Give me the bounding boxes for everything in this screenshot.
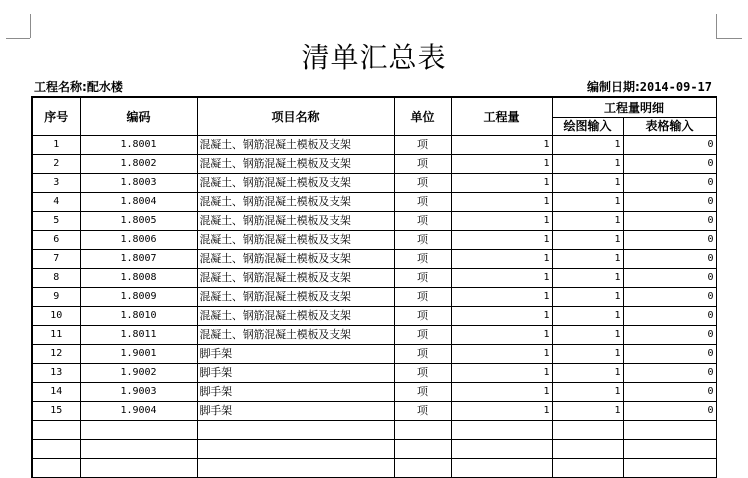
blank-cell [32,459,80,478]
cell-item-name: 混凝土、钢筋混凝土模板及支架 [197,231,394,250]
cell-item-name: 脚手架 [197,345,394,364]
table-row [32,326,716,345]
cell-item-name: 混凝土、钢筋混凝土模板及支架 [197,307,394,326]
cell-item-name: 混凝土、钢筋混凝土模板及支架 [197,193,394,212]
blank-cell [451,459,552,478]
summary-table [31,96,717,478]
blank-cell [32,421,80,440]
cell-seq: 6 [32,231,80,250]
blank-cell [80,459,197,478]
cell-quantity: 1 [451,136,552,155]
blank-row [32,440,716,459]
cell-unit: 项 [394,402,451,421]
cell-code: 1.8010 [80,307,197,326]
blank-cell [394,421,451,440]
cell-item-name: 混凝土、钢筋混凝土模板及支架 [197,136,394,155]
table-row [32,193,716,212]
blank-cell [552,440,623,459]
cell-table-input: 0 [623,307,716,326]
table-row [32,364,716,383]
cell-drawing-input: 1 [552,269,623,288]
project-label: 工程名称: [34,80,87,94]
cell-code: 1.8009 [80,288,197,307]
cell-item-name: 脚手架 [197,364,394,383]
cell-quantity: 1 [451,250,552,269]
cell-quantity: 1 [451,326,552,345]
header-detail-group: 工程量明细 [552,97,716,118]
blank-cell [394,440,451,459]
header-code: 编码 [80,97,197,136]
cell-quantity: 1 [451,231,552,250]
blank-row [32,459,716,478]
cell-item-name: 混凝土、钢筋混凝土模板及支架 [197,250,394,269]
cell-unit: 项 [394,155,451,174]
cell-table-input: 0 [623,155,716,174]
blank-cell [552,459,623,478]
cell-code: 1.8005 [80,212,197,231]
blank-cell [32,440,80,459]
cell-unit: 项 [394,250,451,269]
cell-unit: 项 [394,231,451,250]
table-row [32,136,716,155]
cell-seq: 15 [32,402,80,421]
blank-cell [80,440,197,459]
date-label: 编制日期: [586,80,640,94]
blank-cell [623,459,716,478]
cell-table-input: 0 [623,193,716,212]
crop-mark-top-right-horizontal [716,38,742,39]
cell-drawing-input: 1 [552,364,623,383]
cell-quantity: 1 [451,193,552,212]
cell-unit: 项 [394,383,451,402]
table-row [32,174,716,193]
header-seq: 序号 [32,97,80,136]
cell-seq: 9 [32,288,80,307]
cell-unit: 项 [394,136,451,155]
cell-drawing-input: 1 [552,326,623,345]
cell-item-name: 脚手架 [197,383,394,402]
cell-seq: 4 [32,193,80,212]
cell-drawing-input: 1 [552,345,623,364]
header-table-input: 表格输入 [623,118,716,136]
cell-unit: 项 [394,345,451,364]
cell-item-name: 混凝土、钢筋混凝土模板及支架 [197,174,394,193]
cell-unit: 项 [394,212,451,231]
date-value: 2014-09-17 [639,80,712,94]
cell-code: 1.8003 [80,174,197,193]
cell-code: 1.9001 [80,345,197,364]
cell-seq: 12 [32,345,80,364]
document-title: 清单汇总表 [301,41,447,74]
table-row [32,345,716,364]
blank-cell [197,421,394,440]
cell-drawing-input: 1 [552,307,623,326]
cell-drawing-input: 1 [552,212,623,231]
cell-quantity: 1 [451,269,552,288]
cell-code: 1.8007 [80,250,197,269]
table-row [32,288,716,307]
table-body [32,136,716,478]
cell-item-name: 混凝土、钢筋混凝土模板及支架 [197,269,394,288]
cell-table-input: 0 [623,136,716,155]
cell-table-input: 0 [623,326,716,345]
table-row [32,155,716,174]
cell-seq: 14 [32,383,80,402]
header-item-name: 项目名称 [197,97,394,136]
cell-seq: 3 [32,174,80,193]
cell-table-input: 0 [623,288,716,307]
cell-item-name: 混凝土、钢筋混凝土模板及支架 [197,326,394,345]
cell-drawing-input: 1 [552,231,623,250]
cell-drawing-input: 1 [552,383,623,402]
blank-cell [623,440,716,459]
cell-quantity: 1 [451,383,552,402]
header-quantity: 工程量 [451,97,552,136]
blank-cell [197,440,394,459]
cell-quantity: 1 [451,364,552,383]
cell-unit: 项 [394,326,451,345]
cell-table-input: 0 [623,250,716,269]
cell-drawing-input: 1 [552,155,623,174]
cell-item-name: 混凝土、钢筋混凝土模板及支架 [197,212,394,231]
header-unit: 单位 [394,97,451,136]
cell-drawing-input: 1 [552,174,623,193]
cell-quantity: 1 [451,402,552,421]
cell-table-input: 0 [623,345,716,364]
cell-seq: 2 [32,155,80,174]
table-row [32,231,716,250]
cell-code: 1.9003 [80,383,197,402]
cell-seq: 7 [32,250,80,269]
cell-table-input: 0 [623,383,716,402]
cell-table-input: 0 [623,269,716,288]
cell-unit: 项 [394,193,451,212]
cell-unit: 项 [394,174,451,193]
project-info [34,79,123,95]
header-drawing-input: 绘图输入 [552,118,623,136]
blank-cell [451,421,552,440]
cell-quantity: 1 [451,212,552,231]
cell-seq: 11 [32,326,80,345]
cell-unit: 项 [394,269,451,288]
cell-code: 1.9004 [80,402,197,421]
table-row [32,212,716,231]
cell-quantity: 1 [451,345,552,364]
cell-unit: 项 [394,364,451,383]
table-row [32,250,716,269]
blank-cell [623,421,716,440]
crop-mark-top-left-horizontal [6,38,30,39]
cell-seq: 10 [32,307,80,326]
cell-table-input: 0 [623,402,716,421]
crop-mark-top-left-vertical [30,14,31,38]
cell-quantity: 1 [451,174,552,193]
cell-seq: 1 [32,136,80,155]
blank-cell [394,459,451,478]
blank-cell [552,421,623,440]
cell-drawing-input: 1 [552,402,623,421]
cell-code: 1.8004 [80,193,197,212]
cell-table-input: 0 [623,231,716,250]
cell-code: 1.8008 [80,269,197,288]
cell-table-input: 0 [623,174,716,193]
cell-item-name: 脚手架 [197,402,394,421]
table-row [32,307,716,326]
cell-code: 1.8011 [80,326,197,345]
cell-code: 1.8006 [80,231,197,250]
crop-mark-top-right-vertical [716,14,717,38]
cell-drawing-input: 1 [552,136,623,155]
cell-unit: 项 [394,307,451,326]
cell-seq: 8 [32,269,80,288]
cell-code: 1.8001 [80,136,197,155]
table-row [32,383,716,402]
cell-drawing-input: 1 [552,288,623,307]
blank-cell [451,440,552,459]
cell-table-input: 0 [623,212,716,231]
table-row [32,402,716,421]
cell-seq: 13 [32,364,80,383]
project-name: 配水楼 [86,80,123,94]
table-row [32,269,716,288]
cell-code: 1.8002 [80,155,197,174]
blank-row [32,421,716,440]
cell-quantity: 1 [451,155,552,174]
cell-unit: 项 [394,288,451,307]
cell-item-name: 混凝土、钢筋混凝土模板及支架 [197,155,394,174]
date-info [587,79,712,95]
cell-drawing-input: 1 [552,193,623,212]
cell-quantity: 1 [451,307,552,326]
blank-cell [197,459,394,478]
cell-drawing-input: 1 [552,250,623,269]
cell-seq: 5 [32,212,80,231]
cell-item-name: 混凝土、钢筋混凝土模板及支架 [197,288,394,307]
cell-code: 1.9002 [80,364,197,383]
cell-quantity: 1 [451,288,552,307]
cell-table-input: 0 [623,364,716,383]
blank-cell [80,421,197,440]
